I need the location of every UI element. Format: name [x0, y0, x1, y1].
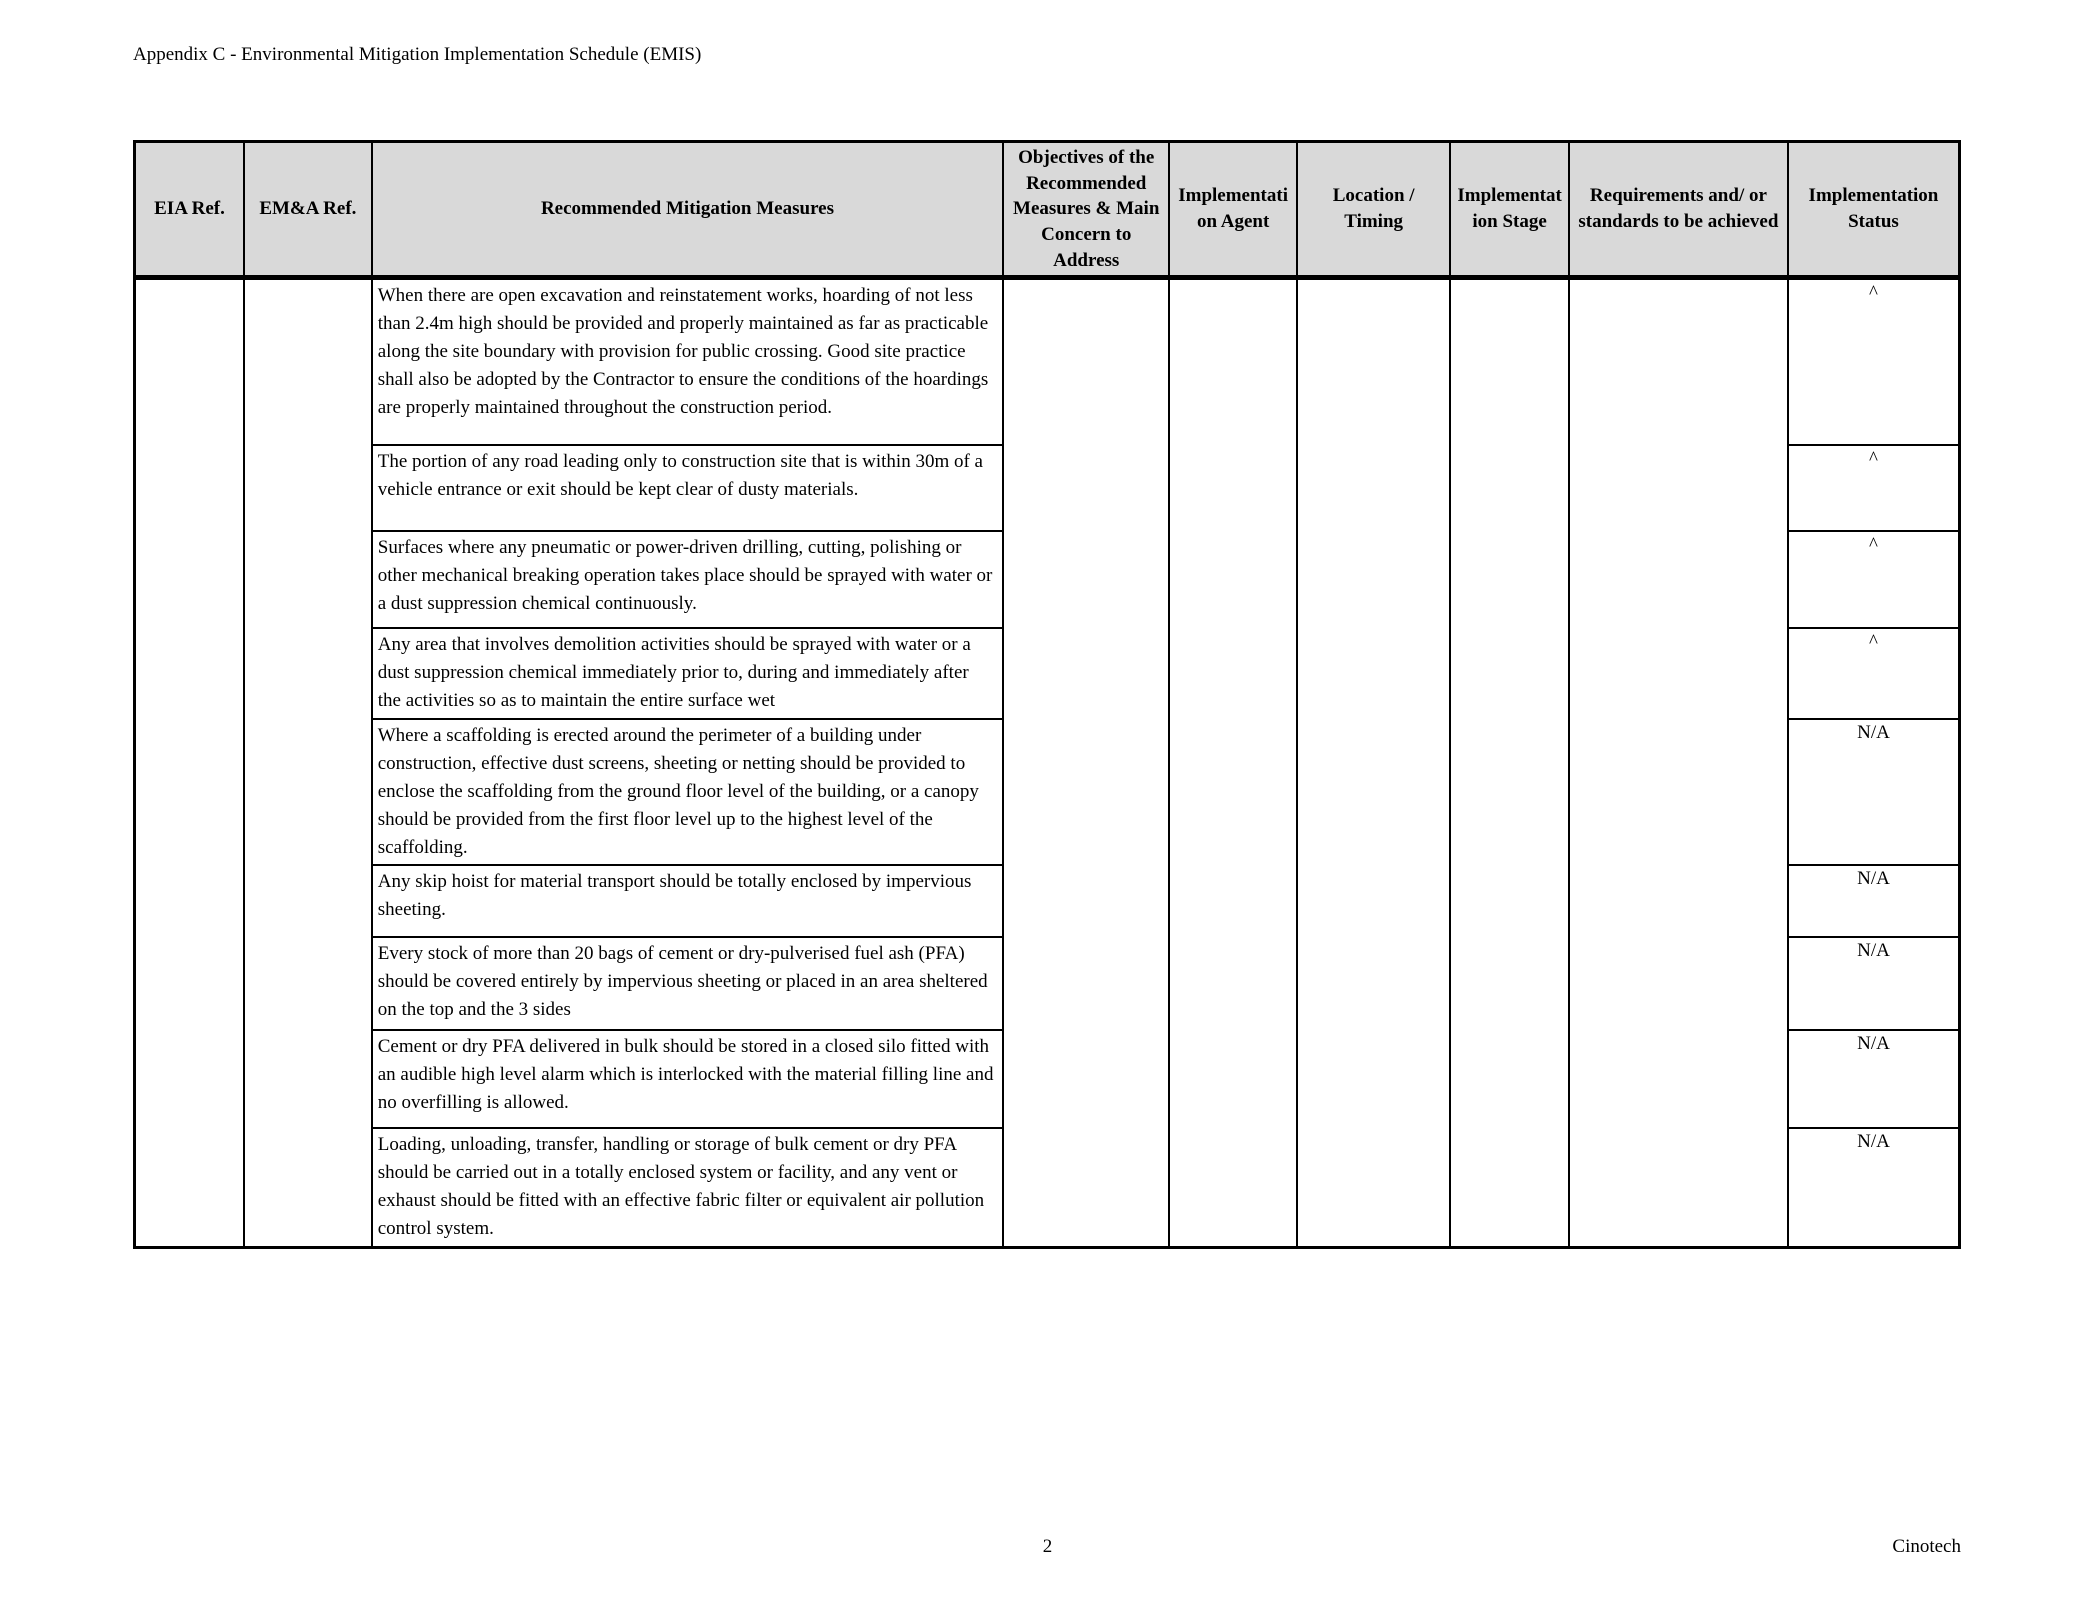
- ema-ref-cell: [244, 278, 372, 1248]
- location-timing-cell: [1297, 278, 1450, 1248]
- objectives-cell: [1003, 278, 1169, 1248]
- measure-cell: When there are open excavation and reinstatement works, hoarding of not less than 2.4m high should be provided and properly maintained as far as practicable along the site boundary with provision for public crossing. Good site practice shall also be adopted by the Contractor to ensure the conditions of the hoardings are properly maintained throughout the construction period.: [372, 278, 1003, 445]
- status-cell: ^: [1788, 531, 1960, 628]
- status-cell: N/A: [1788, 1128, 1960, 1248]
- measure-cell: Loading, unloading, transfer, handling or storage of bulk cement or dry PFA should be carried out in a totally enclosed system or facility, and any vent or exhaust should be fitted with an effective fabric filter or equivalent air pollution control system.: [372, 1128, 1003, 1248]
- measure-cell: Any skip hoist for material transport should be totally enclosed by impervious sheeting.: [372, 865, 1003, 937]
- col-header-ema-ref: EM&A Ref.: [244, 142, 372, 278]
- footer-company-name: Cinotech: [1892, 1536, 1961, 1557]
- col-header-location-timing: Location / Timing: [1297, 142, 1450, 278]
- col-header-objectives: Objectives of the Recommended Measures & Main Concern to Address: [1003, 142, 1169, 278]
- emis-schedule-table: [133, 140, 1961, 1249]
- measure-cell: Every stock of more than 20 bags of cement or dry-pulverised fuel ash (PFA) should be covered entirely by impervious sheeting or placed in an area sheltered on the top and the 3 sides: [372, 937, 1003, 1030]
- table-row: [135, 278, 1960, 445]
- col-header-implementation-status: Implementation Status: [1788, 142, 1960, 278]
- status-cell: N/A: [1788, 865, 1960, 937]
- requirements-cell: [1569, 278, 1788, 1248]
- col-header-recommended-mitigation-measures: Recommended Mitigation Measures: [372, 142, 1003, 278]
- measure-cell: Cement or dry PFA delivered in bulk should be stored in a closed silo fitted with an audible high level alarm which is interlocked with the material filling line and no overfilling is allowed.: [372, 1030, 1003, 1128]
- status-cell: ^: [1788, 445, 1960, 531]
- status-cell: ^: [1788, 628, 1960, 719]
- col-header-eia-ref: EIA Ref.: [135, 142, 245, 278]
- status-cell: N/A: [1788, 937, 1960, 1030]
- measure-cell: Where a scaffolding is erected around the perimeter of a building under construction, effective dust screens, sheeting or netting should be provided to enclose the scaffolding from the ground floor level of the building, or a canopy should be provided from the first floor level up to the highest level of the scaffolding.: [372, 719, 1003, 865]
- measure-cell: Surfaces where any pneumatic or power-driven drilling, cutting, polishing or other mechanical breaking operation takes place should be sprayed with water or a dust suppression chemical continuously.: [372, 531, 1003, 628]
- table-header-row: [135, 142, 1960, 278]
- col-header-requirements-standards: Requirements and/ or standards to be achieved: [1569, 142, 1788, 278]
- measure-cell: Any area that involves demolition activities should be sprayed with water or a dust suppression chemical immediately prior to, during and immediately after the activities so as to maintain the entire surface wet: [372, 628, 1003, 719]
- col-header-implementation-stage: Implementation Stage: [1450, 142, 1569, 278]
- measure-cell: The portion of any road leading only to construction site that is within 30m of a vehicle entrance or exit should be kept clear of dusty materials.: [372, 445, 1003, 531]
- status-cell: N/A: [1788, 1030, 1960, 1128]
- col-header-implementation-agent: Implementation Agent: [1169, 142, 1297, 278]
- page-number: 2: [1042, 1536, 1053, 1557]
- implementation-agent-cell: [1169, 278, 1297, 1248]
- status-cell: ^: [1788, 278, 1960, 445]
- implementation-stage-cell: [1450, 278, 1569, 1248]
- page-title: Appendix C - Environmental Mitigation Implementation Schedule (EMIS): [133, 44, 702, 65]
- eia-ref-cell: [135, 278, 245, 1248]
- status-cell: N/A: [1788, 719, 1960, 865]
